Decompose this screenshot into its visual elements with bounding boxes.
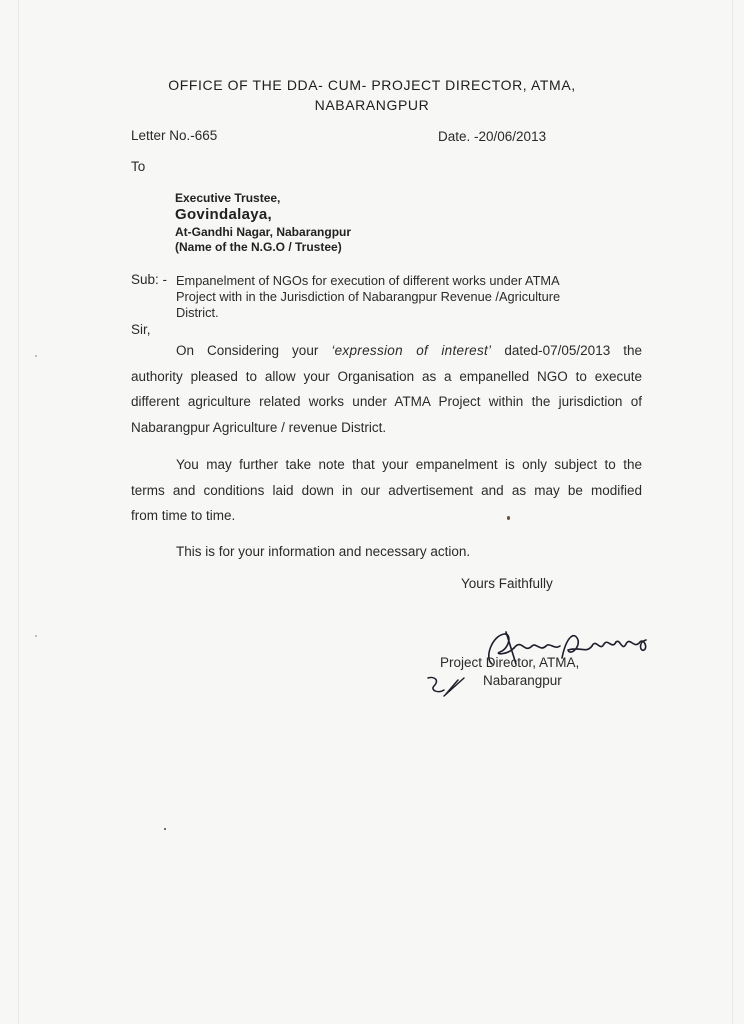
paragraph-1-line-4: Nabarangpur Agriculture / revenue District. xyxy=(131,419,387,435)
recipient-title: Executive Trustee, xyxy=(175,191,281,205)
office-title: OFFICE OF THE DDA- CUM- PROJECT DIRECTOR, ATMA, xyxy=(168,77,576,93)
paragraph-2-line-3: from time to time. xyxy=(131,508,236,523)
letter-date: Date. -20/06/2013 xyxy=(438,129,547,144)
signatory-designation: Project Director, ATMA, xyxy=(440,655,580,670)
paragraph-2-line-2: terms and conditions laid down in our advertisement and as may be modified xyxy=(131,482,642,498)
scan-edge-right xyxy=(732,0,733,1024)
recipient-note: (Name of the N.G.O / Trustee) xyxy=(175,240,342,254)
subject-label: Sub: - xyxy=(131,272,168,287)
paragraph-1-line-3: different agriculture related works under ATMA Project within the jurisdiction of xyxy=(131,394,642,409)
recipient-organisation: Govindalaya, xyxy=(175,206,272,223)
ink-speck xyxy=(35,635,37,637)
subject-line-1: Empanelment of NGOs for execution of different works under ATMA xyxy=(176,273,560,288)
expression-of-interest: ‘expression of interest’ xyxy=(331,343,492,358)
signatory-location: Nabarangpur xyxy=(483,673,562,688)
scan-edge-left xyxy=(18,0,19,1024)
paragraph-1-line-2: authority pleased to allow your Organisation as a empanelled NGO to execute xyxy=(131,368,642,384)
ink-speck xyxy=(164,828,166,830)
recipient-address: At-Gandhi Nagar, Nabarangpur xyxy=(175,225,352,239)
paragraph-2-line-1: You may further take note that your empanelment is only subject to the xyxy=(176,457,642,472)
ink-speck xyxy=(35,355,37,357)
initials-mark xyxy=(424,674,468,698)
ink-speck xyxy=(507,516,510,520)
paragraph-1-line-1: On Considering your ‘expression of interest’ dated-07/05/2013 the xyxy=(176,343,642,358)
letter-number: Letter No.-665 xyxy=(131,128,218,143)
subject-line-3: District. xyxy=(176,305,219,320)
closing: Yours Faithfully xyxy=(461,576,553,591)
paragraph-2 xyxy=(131,452,642,529)
salutation: Sir, xyxy=(131,322,151,337)
paragraph-3: This is for your information and necessary action. xyxy=(176,544,471,559)
office-location: NABARANGPUR xyxy=(314,97,430,113)
to-label: To xyxy=(131,159,146,174)
subject-line-2: Project with in the Jurisdiction of Nabarangpur Revenue /Agriculture xyxy=(176,289,561,304)
paragraph-1 xyxy=(131,338,642,440)
